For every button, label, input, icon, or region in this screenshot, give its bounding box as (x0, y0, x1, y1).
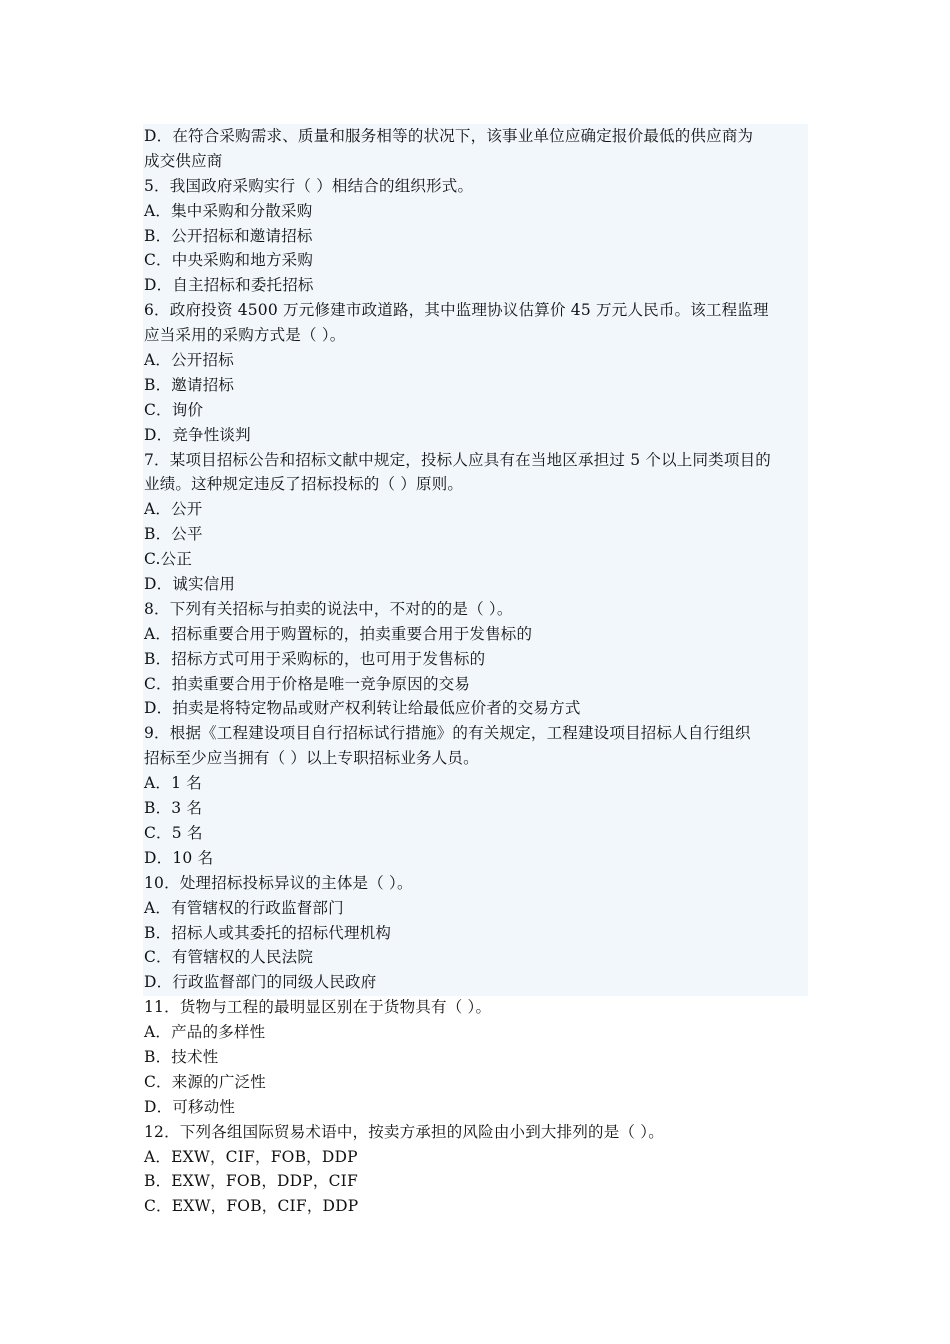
option-a: A．产品的多样性 (144, 1023, 266, 1042)
option-b: B．邀请招标 (144, 375, 235, 394)
question-10: 10．处理招标投标异议的主体是（ ）。 (144, 873, 413, 892)
option-d: D．自主招标和委托招标 (144, 276, 314, 295)
option-c: C．中央采购和地方采购 (144, 251, 314, 270)
question-12: 12．下列各组国际贸易术语中，按卖方承担的风险由小到大排列的是（ ）。 (144, 1122, 664, 1141)
question-5: 5．我国政府采购实行（ ）相结合的组织形式。 (144, 176, 474, 195)
text-line: 成交供应商 (144, 151, 223, 170)
option-a: A．公开 (144, 500, 203, 519)
option-b: B．EXW，FOB，DDP，CIF (144, 1172, 358, 1191)
option-d: D．行政监督部门的同级人民政府 (144, 973, 377, 992)
document-body (144, 124, 824, 1219)
option-d: D．竞争性谈判 (144, 425, 251, 444)
option-c: C.公正 (144, 550, 193, 569)
option-a: A．1 名 (144, 774, 202, 793)
option-d: D．可移动性 (144, 1097, 236, 1116)
option-c: C．有管辖权的人民法院 (144, 948, 314, 967)
option-c: C．EXW，FOB，CIF，DDP (144, 1197, 359, 1216)
question-11: 11．货物与工程的最明显区别在于货物具有（ ）。 (144, 998, 492, 1017)
option-a: A．集中采购和分散采购 (144, 201, 313, 220)
option-b: B．技术性 (144, 1047, 219, 1066)
option-a: A．EXW，CIF，FOB，DDP (144, 1147, 358, 1166)
text-line: 业绩。这种规定违反了招标投标的（ ）原则。 (144, 475, 464, 494)
text-line: 招标至少应当拥有（ ）以上专职招标业务人员。 (144, 749, 479, 768)
option-a: A．有管辖权的行政监督部门 (144, 898, 344, 917)
text-line: D．在符合采购需求、质量和服务相等的状况下，该事业单位应确定报价最低的供应商为 (144, 127, 754, 145)
option-b: B．招标人或其委托的招标代理机构 (144, 923, 392, 942)
option-b: B．3 名 (144, 799, 203, 818)
option-c: C．询价 (144, 400, 204, 419)
option-d: D．10 名 (144, 848, 214, 867)
option-c: C．来源的广泛性 (144, 1072, 266, 1091)
option-d: D．拍卖是将特定物品或财产权利转让给最低应价者的交易方式 (144, 699, 581, 718)
option-c: C．5 名 (144, 823, 203, 842)
question-7: 7．某项目招标公告和招标文献中规定，投标人应具有在当地区承担过 5 个以上同类项目的 (144, 450, 771, 469)
question-6: 6．政府投资 4500 万元修建市政道路，其中监理协议估算价 45 万元人民币。该工程监理 (144, 301, 769, 320)
option-c: C．拍卖重要合用于价格是唯一竞争原因的交易 (144, 674, 471, 693)
text-line: 应当采用的采购方式是（ ）。 (144, 326, 346, 345)
option-b: B．公平 (144, 525, 203, 544)
option-d: D．诚实信用 (144, 575, 236, 594)
question-9: 9．根据《工程建设项目自行招标试行措施》的有关规定，工程建设项目招标人自行组织 (144, 724, 751, 743)
option-a: A．招标重要合用于购置标的，拍卖重要合用于发售标的 (144, 624, 533, 643)
option-b: B．招标方式可用于采购标的，也可用于发售标的 (144, 649, 486, 668)
option-b: B．公开招标和邀请招标 (144, 226, 313, 245)
question-8: 8．下列有关招标与拍卖的说法中，不对的的是（ ）。 (144, 599, 513, 618)
option-a: A．公开招标 (144, 351, 234, 370)
